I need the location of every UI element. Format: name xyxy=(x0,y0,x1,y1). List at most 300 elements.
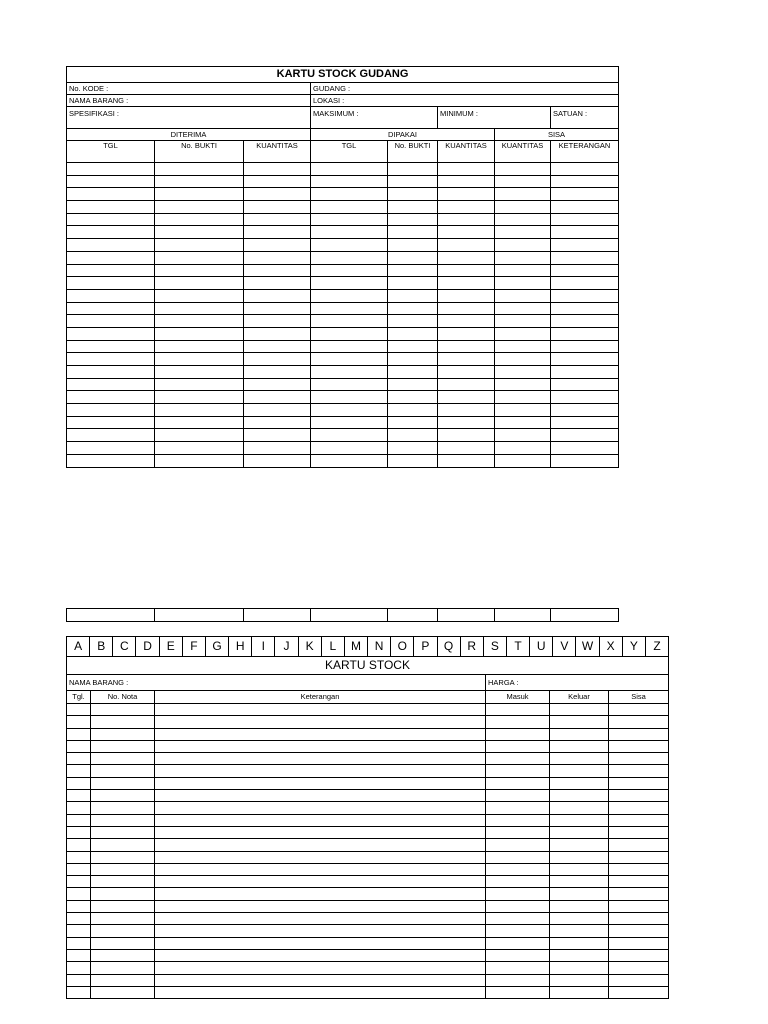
table-cell xyxy=(244,277,311,290)
group-dipakai: DIPAKAI xyxy=(311,129,495,141)
table-row xyxy=(67,416,619,429)
table-cell xyxy=(244,327,311,340)
table-cell xyxy=(311,366,388,379)
table-cell xyxy=(155,429,244,442)
table-cell xyxy=(486,777,550,789)
table-cell xyxy=(311,188,388,201)
table-row xyxy=(67,391,619,404)
table-cell xyxy=(609,777,669,789)
group-diterima: DITERIMA xyxy=(67,129,311,141)
alphabet-letter-l: L xyxy=(322,637,345,656)
table-cell xyxy=(67,704,91,716)
table-cell xyxy=(311,327,388,340)
table-row xyxy=(67,851,669,863)
table-cell xyxy=(67,226,155,239)
table-cell xyxy=(67,790,91,802)
table-cell xyxy=(550,888,609,900)
table-cell xyxy=(609,704,669,716)
table-cell xyxy=(67,753,91,765)
table-cell xyxy=(551,416,619,429)
table-cell xyxy=(67,327,155,340)
table-cell xyxy=(551,264,619,277)
table-cell xyxy=(67,277,155,290)
table-row xyxy=(67,913,669,925)
table-cell xyxy=(244,289,311,302)
table-cell xyxy=(155,876,486,888)
table-cell xyxy=(609,790,669,802)
table-cell xyxy=(67,251,155,264)
table-cell xyxy=(609,925,669,937)
table-row xyxy=(67,378,619,391)
table-cell xyxy=(438,340,495,353)
table-cell xyxy=(244,239,311,252)
table-cell xyxy=(551,429,619,442)
table-cell xyxy=(486,790,550,802)
col-kuantitas-sisa: KUANTITAS xyxy=(495,141,551,163)
table-cell xyxy=(550,851,609,863)
table-cell xyxy=(438,239,495,252)
table-cell xyxy=(244,366,311,379)
table-cell xyxy=(551,340,619,353)
table-cell xyxy=(438,442,495,455)
table-cell xyxy=(311,404,388,417)
table-cell xyxy=(495,442,551,455)
alphabet-letter-p: P xyxy=(414,637,437,656)
table-cell xyxy=(550,802,609,814)
table-cell xyxy=(311,302,388,315)
table-cell xyxy=(244,264,311,277)
group-sisa: SISA xyxy=(495,129,619,141)
table-cell xyxy=(495,251,551,264)
table-row xyxy=(67,327,619,340)
table-cell xyxy=(91,839,155,851)
table-cell xyxy=(551,251,619,264)
table-row xyxy=(67,442,619,455)
table-cell xyxy=(388,239,438,252)
table-cell xyxy=(67,289,155,302)
table-cell xyxy=(388,188,438,201)
table-cell xyxy=(388,163,438,176)
table-cell xyxy=(551,175,619,188)
table-row xyxy=(67,188,619,201)
table-row xyxy=(67,974,669,986)
table-cell xyxy=(388,366,438,379)
table-cell xyxy=(155,814,486,826)
table-cell xyxy=(67,429,155,442)
table-cell xyxy=(155,716,486,728)
table-cell xyxy=(609,962,669,974)
table-cell xyxy=(67,366,155,379)
table-cell xyxy=(155,753,486,765)
table-cell xyxy=(67,888,91,900)
table-cell xyxy=(495,416,551,429)
table-cell xyxy=(244,454,311,467)
table-cell xyxy=(67,814,91,826)
table-cell xyxy=(155,416,244,429)
table-cell xyxy=(609,986,669,998)
alphabet-letter-t: T xyxy=(507,637,530,656)
table-cell xyxy=(609,839,669,851)
alphabet-letter-s: S xyxy=(484,637,507,656)
table-cell xyxy=(438,277,495,290)
table-row xyxy=(67,802,669,814)
table-cell xyxy=(311,353,388,366)
table-cell xyxy=(438,264,495,277)
table-cell xyxy=(91,986,155,998)
alphabet-letter-u: U xyxy=(530,637,553,656)
table-cell xyxy=(388,429,438,442)
table-cell xyxy=(551,378,619,391)
table-cell xyxy=(67,264,155,277)
table-cell xyxy=(438,327,495,340)
table-cell xyxy=(486,728,550,740)
table-cell xyxy=(495,378,551,391)
table-cell xyxy=(486,740,550,752)
maksimum-field: MAKSIMUM : xyxy=(311,107,438,129)
table-cell xyxy=(551,442,619,455)
table-cell xyxy=(91,777,155,789)
table-row xyxy=(67,353,619,366)
table-row xyxy=(67,826,669,838)
table-cell xyxy=(438,378,495,391)
alphabet-letter-z: Z xyxy=(653,639,661,653)
table-cell xyxy=(155,986,486,998)
table-row xyxy=(67,404,619,417)
table-cell xyxy=(495,391,551,404)
table-row xyxy=(67,716,669,728)
table-cell xyxy=(388,315,438,328)
table-cell xyxy=(244,404,311,417)
table-cell xyxy=(67,851,91,863)
table-cell xyxy=(155,962,486,974)
table-cell xyxy=(91,937,155,949)
table-cell xyxy=(91,876,155,888)
table-cell xyxy=(155,315,244,328)
table-cell xyxy=(388,213,438,226)
nama-barang-field: NAMA BARANG : xyxy=(67,675,486,691)
table-cell xyxy=(244,163,311,176)
table-row xyxy=(67,790,669,802)
table-row xyxy=(67,315,619,328)
table-cell xyxy=(155,163,244,176)
table-cell xyxy=(495,226,551,239)
table-cell xyxy=(244,429,311,442)
table-cell xyxy=(67,716,91,728)
table-cell xyxy=(311,454,388,467)
table-cell xyxy=(495,213,551,226)
table-cell xyxy=(311,340,388,353)
table-cell xyxy=(438,454,495,467)
table-cell xyxy=(311,416,388,429)
col-keterangan: KETERANGAN xyxy=(551,141,619,163)
table-row xyxy=(67,264,619,277)
table-cell xyxy=(551,277,619,290)
table-cell xyxy=(244,188,311,201)
card-title: KARTU STOCK xyxy=(67,657,669,675)
table-cell xyxy=(550,937,609,949)
table-cell xyxy=(155,239,244,252)
table-cell xyxy=(550,814,609,826)
table-cell xyxy=(91,790,155,802)
card1-body xyxy=(67,163,619,468)
table-cell xyxy=(311,251,388,264)
table-cell xyxy=(155,302,244,315)
table-cell xyxy=(67,876,91,888)
table-cell xyxy=(495,315,551,328)
alphabet-letter-a: A xyxy=(67,637,90,656)
alphabet-letter-i: I xyxy=(252,637,275,656)
table-cell xyxy=(438,226,495,239)
table-cell xyxy=(91,716,155,728)
table-cell xyxy=(550,790,609,802)
table-cell xyxy=(438,366,495,379)
table-cell xyxy=(67,239,155,252)
table-cell xyxy=(155,175,244,188)
table-cell xyxy=(551,289,619,302)
table-cell xyxy=(91,913,155,925)
table-cell xyxy=(551,226,619,239)
table-cell xyxy=(67,777,91,789)
table-cell xyxy=(67,925,91,937)
table-cell xyxy=(155,790,486,802)
table-cell xyxy=(551,366,619,379)
table-cell xyxy=(551,213,619,226)
table-row xyxy=(67,213,619,226)
table-cell xyxy=(67,839,91,851)
table-cell xyxy=(155,925,486,937)
table-cell xyxy=(244,391,311,404)
table-cell xyxy=(91,974,155,986)
table-cell xyxy=(244,353,311,366)
table-cell xyxy=(91,814,155,826)
table-cell xyxy=(155,251,244,264)
table-cell xyxy=(155,728,486,740)
table-cell xyxy=(438,163,495,176)
table-cell xyxy=(311,264,388,277)
table-cell xyxy=(550,740,609,752)
table-cell xyxy=(388,378,438,391)
col-tgl-dipakai: TGL xyxy=(311,141,388,163)
table-cell xyxy=(388,391,438,404)
table-cell xyxy=(550,704,609,716)
alphabet-letter-x: X xyxy=(600,637,623,656)
table-cell xyxy=(67,949,91,961)
table-cell xyxy=(67,962,91,974)
table-cell xyxy=(388,353,438,366)
table-cell xyxy=(550,876,609,888)
table-row xyxy=(67,986,669,998)
table-row xyxy=(67,175,619,188)
table-cell xyxy=(388,226,438,239)
table-cell xyxy=(91,704,155,716)
table-cell xyxy=(495,289,551,302)
table-cell xyxy=(550,777,609,789)
table-cell xyxy=(91,962,155,974)
table-cell xyxy=(155,264,244,277)
table-cell xyxy=(155,851,486,863)
table-cell xyxy=(495,454,551,467)
table-cell xyxy=(609,900,669,912)
table-cell xyxy=(67,391,155,404)
table-cell xyxy=(311,239,388,252)
table-cell xyxy=(609,888,669,900)
table-cell xyxy=(609,740,669,752)
table-cell xyxy=(388,264,438,277)
alphabet-letter-n: N xyxy=(368,637,391,656)
table-row xyxy=(67,839,669,851)
table-cell xyxy=(550,925,609,937)
table-cell xyxy=(67,900,91,912)
table-cell xyxy=(67,802,91,814)
table-cell xyxy=(155,391,244,404)
table-row xyxy=(67,704,669,716)
table-cell xyxy=(550,863,609,875)
table-cell xyxy=(495,264,551,277)
table-cell xyxy=(486,814,550,826)
col-no-bukti-dipakai: No. BUKTI xyxy=(388,141,438,163)
table-cell xyxy=(550,974,609,986)
alphabet-letter-e: E xyxy=(160,637,183,656)
table-cell xyxy=(311,391,388,404)
table-cell xyxy=(244,226,311,239)
table-cell xyxy=(67,315,155,328)
table-cell xyxy=(486,876,550,888)
card2-body xyxy=(67,704,669,999)
table-cell xyxy=(388,327,438,340)
table-cell xyxy=(91,888,155,900)
col-masuk: Masuk xyxy=(486,691,550,704)
table-cell xyxy=(550,986,609,998)
table-cell xyxy=(438,416,495,429)
table-row xyxy=(67,277,619,290)
table-cell xyxy=(486,913,550,925)
table-cell xyxy=(311,315,388,328)
table-cell xyxy=(550,913,609,925)
col-tgl-diterima: TGL xyxy=(67,141,155,163)
table-cell xyxy=(155,863,486,875)
table-row xyxy=(67,925,669,937)
table-cell xyxy=(155,704,486,716)
col-keluar: Keluar xyxy=(550,691,609,704)
table-cell xyxy=(495,327,551,340)
table-cell xyxy=(550,765,609,777)
table-row xyxy=(67,239,619,252)
table-cell xyxy=(67,974,91,986)
table-cell xyxy=(67,913,91,925)
table-cell xyxy=(495,201,551,214)
table-cell xyxy=(438,213,495,226)
table-cell xyxy=(438,391,495,404)
table-cell xyxy=(550,900,609,912)
table-cell xyxy=(67,201,155,214)
table-row xyxy=(67,163,619,176)
table-row xyxy=(67,289,619,302)
table-cell xyxy=(388,404,438,417)
table-cell xyxy=(438,353,495,366)
card-title: KARTU STOCK GUDANG xyxy=(67,67,619,83)
table-cell xyxy=(551,391,619,404)
table-cell xyxy=(67,986,91,998)
table-cell xyxy=(67,740,91,752)
table-cell xyxy=(67,404,155,417)
table-cell xyxy=(609,974,669,986)
table-cell xyxy=(67,353,155,366)
table-cell xyxy=(609,851,669,863)
table-cell xyxy=(244,340,311,353)
table-cell xyxy=(155,442,244,455)
table-cell xyxy=(486,925,550,937)
table-cell xyxy=(551,239,619,252)
table-cell xyxy=(495,175,551,188)
table-cell xyxy=(388,416,438,429)
table-cell xyxy=(495,163,551,176)
table-cell xyxy=(486,851,550,863)
table-cell xyxy=(551,454,619,467)
alphabet-letter-r: R xyxy=(461,637,484,656)
table-cell xyxy=(244,416,311,429)
table-cell xyxy=(551,404,619,417)
table-cell xyxy=(551,201,619,214)
table-cell xyxy=(486,974,550,986)
table-cell xyxy=(495,340,551,353)
table-cell xyxy=(438,429,495,442)
spesifikasi-field: SPESIFIKASI : xyxy=(67,107,311,129)
table-cell xyxy=(67,188,155,201)
table-row xyxy=(67,366,619,379)
table-row xyxy=(67,863,669,875)
col-tgl: Tgl. xyxy=(67,691,91,704)
table-cell xyxy=(551,302,619,315)
alphabet-letter-h: H xyxy=(229,637,252,656)
table-cell xyxy=(67,454,155,467)
table-cell xyxy=(609,826,669,838)
table-row xyxy=(67,876,669,888)
table-cell xyxy=(486,949,550,961)
table-cell xyxy=(244,315,311,328)
table-row xyxy=(67,777,669,789)
table-row xyxy=(67,226,619,239)
table-cell xyxy=(438,188,495,201)
table-cell xyxy=(155,802,486,814)
table-cell xyxy=(67,442,155,455)
col-kuantitas-diterima: KUANTITAS xyxy=(244,141,311,163)
table-row xyxy=(67,888,669,900)
table-row xyxy=(67,429,619,442)
table-cell xyxy=(486,753,550,765)
table-cell xyxy=(495,188,551,201)
table-cell xyxy=(486,765,550,777)
table-cell xyxy=(438,289,495,302)
alphabet-letter-b: B xyxy=(90,637,113,656)
table-cell xyxy=(550,949,609,961)
lokasi-field: LOKASI : xyxy=(311,95,619,107)
table-cell xyxy=(388,302,438,315)
table-cell xyxy=(244,302,311,315)
table-cell xyxy=(609,949,669,961)
table-row xyxy=(67,251,619,264)
table-cell xyxy=(155,340,244,353)
table-cell xyxy=(486,863,550,875)
table-cell xyxy=(438,315,495,328)
table-cell xyxy=(551,315,619,328)
table-cell xyxy=(486,937,550,949)
alphabet-letter-d: D xyxy=(136,637,159,656)
table-cell xyxy=(67,302,155,315)
table-cell xyxy=(155,226,244,239)
table-cell xyxy=(495,366,551,379)
table-cell xyxy=(438,175,495,188)
no-kode-field: No. KODE : xyxy=(67,83,311,95)
